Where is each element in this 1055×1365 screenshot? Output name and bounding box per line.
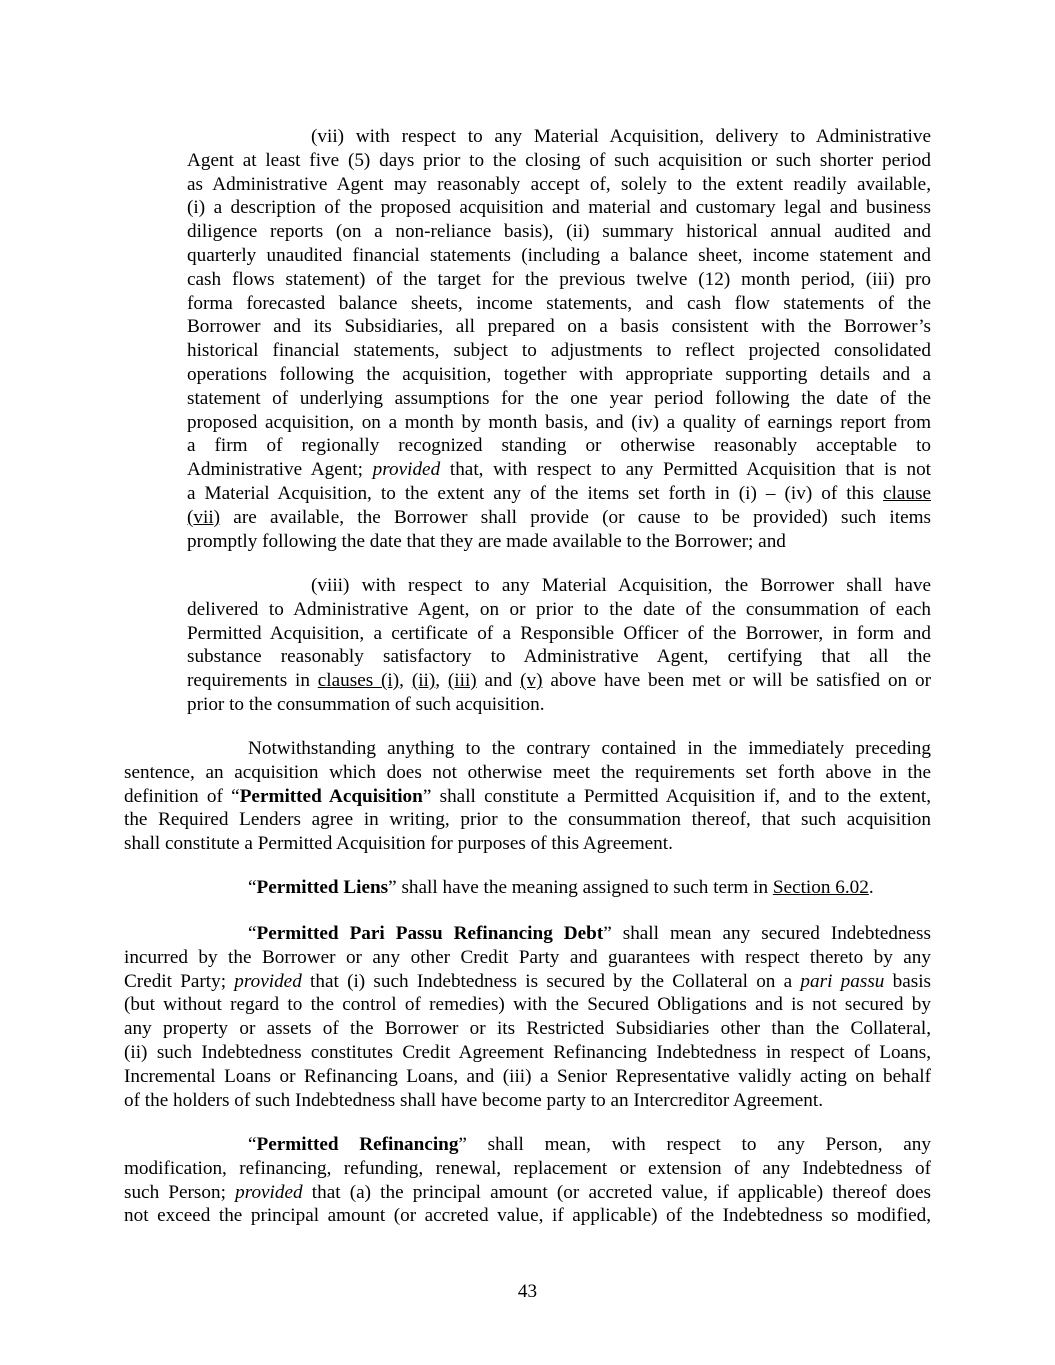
text-line: (but without regard to the control of remedies) with the Secured Obligations and is not secured by (124, 994, 931, 1016)
text-line: (viii) with respect to any Material Acquisition, the Borrower shall have (311, 575, 931, 596)
text-line (124, 876, 931, 900)
text-line: Agent at least five (5) days prior to the closing of such acquisition or such shorter period (187, 149, 931, 171)
page-number: 43 (517, 1281, 538, 1302)
text-span: basis (884, 970, 932, 992)
text-line: proposed acquisition, on a month by month basis, and (iv) a quality of earnings report from (187, 411, 931, 433)
text-line: the Required Lenders agree in writing, prior to the consummation thereof, that such acquisition (124, 809, 931, 831)
defined-term: Permitted Refinancing (256, 1134, 459, 1155)
text-line: Notwithstanding anything to the contrary contained in the immediately preceding (248, 738, 931, 759)
text-line (124, 1133, 931, 1157)
text-span: ” shall mean, with respect to any Person, any (458, 1134, 931, 1155)
clause-reference: (vii) (187, 506, 221, 528)
text-span: such Person; (124, 1181, 236, 1203)
text-line: (ii) such Indebtedness constitutes Credit Agreement Refinancing Indebtedness in respect of Loans, (124, 1041, 931, 1063)
text-line: (i) a description of the proposed acquisition and material and customary legal and business (187, 197, 931, 219)
clause-vii-paragraph (187, 125, 931, 553)
permitted-liens-paragraph (124, 876, 931, 900)
text-line: shall constitute a Permitted Acquisition for purposes of this Agreement. (124, 833, 673, 855)
text-span: above have been met or will be satisfied on or (542, 670, 932, 692)
text-line: promptly following the date that they are made available to the Borrower; and (187, 530, 786, 552)
notwithstanding-paragraph (124, 737, 931, 856)
text-span: Administrative Agent; (187, 459, 373, 481)
provided-italic: provided (235, 1181, 303, 1203)
pari-passu-italic: pari passu (800, 970, 885, 992)
text-line (124, 785, 931, 809)
defined-term: Permitted Acquisition (239, 785, 423, 807)
text-span: , (399, 670, 412, 692)
text-span: that, with respect to any Permitted Acquisition that is not (440, 459, 931, 481)
text-line: (vii) with respect to any Material Acquisition, delivery to Administrative (311, 126, 931, 147)
pari-passu-debt-paragraph (124, 922, 931, 1112)
defined-term: Permitted Pari Passu Refinancing Debt (256, 923, 604, 944)
text-line: quarterly unaudited financial statements (including a balance sheet, income statement and (187, 244, 931, 266)
text-span: Credit Party; (124, 970, 235, 992)
text-line: delivered to Administrative Agent, on or prior to the date of the consummation of each (187, 598, 931, 620)
text-span: ” shall have the meaning assigned to such term in (388, 877, 773, 898)
text-span: ” shall constitute a Permitted Acquisition if, and to the extent, (422, 785, 931, 807)
defined-term: Permitted Liens (256, 877, 389, 898)
clause-reference: (iii) (447, 670, 477, 692)
text-line (124, 922, 931, 946)
text-line: operations following the acquisition, together with appropriate supporting details and a (187, 363, 931, 385)
text-line (124, 970, 931, 994)
text-line (187, 482, 931, 506)
text-line: Permitted Acquisition, a certificate of a Responsible Officer of the Borrower, in form and (187, 622, 931, 644)
clause-reference: (v) (520, 670, 543, 692)
text-line: diligence reports (on a non-reliance basis), (ii) summary historical annual audited and (187, 221, 931, 243)
text-span: . (868, 877, 874, 898)
clause-viii-paragraph (187, 574, 931, 717)
clause-reference: (ii) (411, 670, 436, 692)
text-span: , (435, 670, 448, 692)
text-line: prior to the consummation of such acquisition. (187, 693, 545, 715)
text-span: definition of “ (124, 785, 240, 807)
clause-reference: clauses (i) (317, 670, 400, 692)
text-line: forma forecasted balance sheets, income statements, and cash flow statements of the (187, 292, 931, 314)
text-span: and (476, 670, 521, 692)
text-line (187, 458, 931, 482)
permitted-refinancing-paragraph (124, 1133, 931, 1228)
text-line: incurred by the Borrower or any other Credit Party and guarantees with respect thereto by any (124, 946, 931, 968)
text-span: that (i) such Indebtedness is secured by the Collateral on a (301, 970, 801, 992)
text-line: a firm of regionally recognized standing or otherwise reasonably acceptable to (187, 435, 931, 457)
text-span: that (a) the principal amount (or accreted value, if applicable) thereof does (302, 1181, 932, 1203)
text-line: statement of underlying assumptions for the one year period following the date of the (187, 387, 931, 409)
text-line: as Administrative Agent may reasonably accept of, solely to the extent readily available, (187, 173, 931, 195)
text-line (187, 669, 931, 693)
provided-italic: provided (234, 970, 302, 992)
text-line (124, 1181, 931, 1205)
text-span: “ (248, 1134, 257, 1155)
section-reference: Section 6.02 (772, 877, 869, 898)
text-line: any property or assets of the Borrower or its Restricted Subsidiaries other than the Collateral, (124, 1018, 931, 1040)
text-span: ” shall mean any secured Indebtedness (603, 923, 931, 944)
text-line: historical financial statements, subject to adjustments to reflect projected consolidated (187, 340, 931, 362)
text-span: requirements in (187, 670, 318, 692)
text-line: cash flows statement) of the target for the previous twelve (12) month period, (iii) pro (187, 268, 931, 290)
text-span: “ (248, 877, 257, 898)
text-line: substance reasonably satisfactory to Administrative Agent, certifying that all the (187, 646, 931, 668)
text-line (187, 506, 931, 530)
text-span: a Material Acquisition, to the extent any of the items set forth in (i) – (iv) of this (187, 482, 884, 504)
text-line: modification, refinancing, refunding, renewal, replacement or extension of any Indebtedness of (124, 1157, 931, 1179)
text-line: not exceed the principal amount (or accreted value, if applicable) of the Indebtedness so modified, (124, 1205, 931, 1227)
text-span: are available, the Borrower shall provide (or cause to be provided) such items (220, 506, 931, 528)
text-line: Incremental Loans or Refinancing Loans, and (iii) a Senior Representative validly acting on behalf (124, 1065, 931, 1087)
text-line: sentence, an acquisition which does not otherwise meet the requirements set forth above in the (124, 761, 931, 783)
provided-italic: provided (372, 459, 441, 481)
text-line: Borrower and its Subsidiaries, all prepared on a basis consistent with the Borrower’s (187, 316, 931, 338)
text-line: of the holders of such Indebtedness shall have become party to an Intercreditor Agreement. (124, 1089, 824, 1111)
text-span: “ (248, 923, 257, 944)
clause-reference: clause (883, 482, 931, 504)
